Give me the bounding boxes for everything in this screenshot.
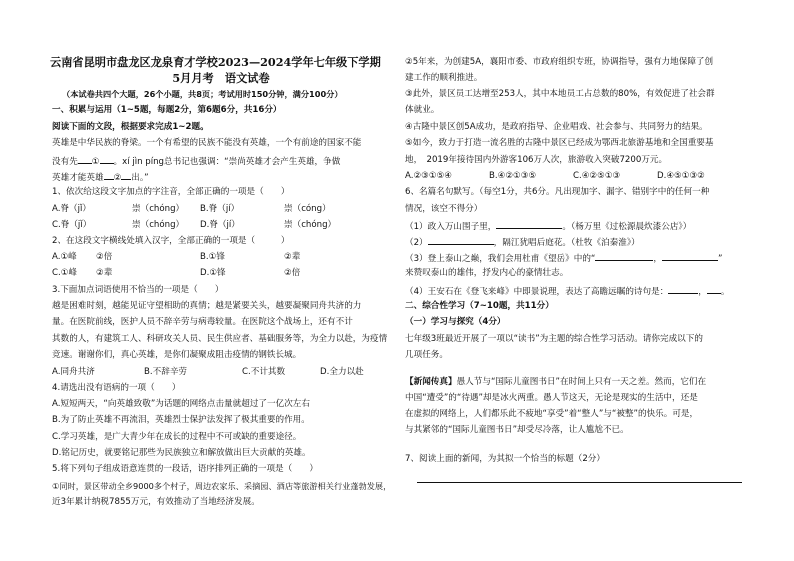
q6-1-blank[interactable] — [496, 219, 562, 229]
passage-line: ④古隆中景区创5A成功，是政府指导、企业唱戏、社会参与、共同努力的结果。 — [405, 122, 708, 132]
q4-option-b[interactable]: B.为了防止英雄不再流泪，英雄烈士保护法发挥了极其重要的作用。 — [52, 415, 310, 425]
news-line: 在虚拟的网络上，人们都乐此不疲地“享受”着“整人”与“被整”的快乐。可是， — [405, 409, 699, 419]
task-intro: 几项任务。 — [405, 350, 448, 360]
passage-line: 竞速。谢谢你们，真心英雄，是你们凝聚成阻击疫情的钢铁长城。 — [52, 350, 302, 360]
q5-option-c[interactable]: C.④②⑤①③ — [573, 171, 621, 181]
subsection-1-heading: （一）学习与探究（4分） — [405, 317, 506, 327]
q3-option-a[interactable]: A.同舟共济 — [52, 367, 95, 377]
passage-line: 没有先 ① 。xí jìn píng总书记也强调：“崇尚英雄才会产生英雄，争做 — [52, 154, 340, 168]
q4-option-d[interactable]: D.铭记历史，就要铭记那些为民族独立和解放做出巨大贡献的英雄。 — [52, 448, 311, 458]
passage-line: ②5年来，为创建5A，襄阳市委、市政府组织专班，协调指导，强有力地保障了创 — [405, 57, 714, 67]
q6-2-blank[interactable] — [428, 235, 494, 245]
task-intro: 七年级3班最近开展了一项以“读书”为主题的综合性学习活动。请你完成以下的 — [405, 334, 703, 344]
q6-item-3: （3）登上泰山之巅，我们会用杜甫《望岳》中的“ ， ” — [405, 251, 722, 265]
question-6: 6、名篇名句默写。（每空1分，共6分。凡出现加字、漏字、错别字中的任何一种 — [405, 187, 710, 197]
q6-3-blank-1[interactable] — [595, 251, 653, 261]
q6-4-blank-1[interactable] — [668, 284, 698, 294]
q2-option-a[interactable]: A.①峰 — [52, 252, 77, 262]
q2-option-d[interactable]: D.①锋 — [200, 268, 226, 278]
q6-item-2: （2） ，隔江犹唱后庭花。（杜牧《泊秦淮》） — [405, 235, 640, 249]
question-1: 1、依次给这段文字加点的字注音，全部正确的一项是（ ） — [52, 187, 290, 197]
question-7: 7、阅读上面的新闻，为其拟一个恰当的标题（2分） — [405, 454, 605, 464]
q5-option-b[interactable]: B.④②①③⑤ — [489, 171, 537, 181]
news-line: 【新闻传真】愚人节与“国际儿童图书日”在时间上只有一天之差。然而，它们在 — [405, 377, 707, 387]
q5-option-a[interactable]: A.②③①⑤④ — [405, 171, 452, 181]
q1-option-a-2: 崇（chóng） — [132, 204, 185, 214]
q3-option-d[interactable]: D.全力以赴 — [320, 367, 364, 377]
exam-title-line2: 5月月考 语文试卷 — [172, 71, 270, 85]
passage-line: 量。在医院前线，医护人员不辞辛劳与病毒较量。在医院这个战场上，还有不计 — [52, 317, 353, 327]
passage-line: ③此外，景区员工达增至253人，其中本地员工占总数的80%，有效促进了社会群 — [405, 89, 715, 99]
q6-3-blank-2[interactable] — [662, 251, 718, 261]
question-2: 2、在这段文字横线处填入汉字，全部正确的一项是（ ） — [52, 236, 290, 246]
q1-option-c-2: 崇（chóng） — [132, 220, 185, 230]
q6-item-4: （4）王安石在《登飞来峰》中即景说理，表达了高瞻远瞩的诗句是： ， 。 — [405, 284, 730, 298]
q2-option-c-2: ②辈 — [96, 268, 113, 278]
passage-line: 地， 2019年接待国内外游客106万人次，旅游收入突破7200万元。 — [405, 155, 668, 165]
q4-option-c[interactable]: C.学习英雄，是广大青少年在成长的过程中不可或缺的重要途径。 — [52, 432, 302, 442]
q5-option-d[interactable]: D.④⑤①③② — [657, 171, 705, 181]
news-line: 与其紧邻的“国际儿童图书日”却受尽冷落，让人尴尬不已。 — [405, 425, 629, 435]
passage-line: 英雄是中华民族的脊梁。一个有希望的民族不能没有英雄，一个有前途的国家不能 — [52, 138, 362, 148]
section-1-heading: 一、积累与运用（1~5题，每题2分，第6题6分，共16分） — [52, 105, 282, 115]
passage-line: 越是困难时刻，越能见证守望相助的真情；越是紧要关头，越要凝聚同舟共济的力 — [52, 301, 362, 311]
q2-option-d-2: ②倍 — [284, 268, 301, 278]
section-2-heading: 二、综合性学习（7~10题，共11分） — [405, 301, 554, 311]
passage-line: ⑤如今，致力于打造一流名胜的古隆中景区已经成为鄂西北旅游基地和全国重要基 — [405, 138, 714, 148]
q1-option-d-2: 崇（chóng） — [284, 220, 337, 230]
passage-line: 近3年累计纳税7855万元，有效推动了当地经济发展。 — [52, 497, 260, 507]
q6-item-1: （1）政入万山围子里， 。（杨万里《过松源晨炊漆公店》） — [405, 219, 691, 233]
q1-option-b-2: 崇（cóng） — [284, 204, 331, 214]
question-6-note: 情况，该空不得分） — [405, 204, 483, 214]
passage-line: ①同时，景区带动全乡9000多个村子，周边农家乐、采摘园、酒店等旅游相关行业蓬勃发展， — [52, 481, 392, 491]
reading-instruction: 阅读下面的文段，根据要求完成1~2题。 — [52, 122, 209, 132]
question-5: 5.将下列句子组成语意连贯的一段话，语序排列正确的一项是（ ） — [52, 464, 319, 474]
exam-title-line1: 云南省昆明市盘龙区龙泉育才学校2023—2024学年七年级下学期 — [50, 55, 381, 69]
q6-4-blank-2[interactable] — [707, 284, 721, 294]
answer-line[interactable] — [417, 482, 742, 483]
q1-option-b[interactable]: B.脊（jí） — [200, 204, 240, 214]
q3-option-c[interactable]: C.不计其数 — [242, 367, 286, 377]
q2-option-b[interactable]: B.①锋 — [200, 252, 225, 262]
passage-line: 英雄才能英雄 ② 出。” — [52, 170, 149, 184]
news-line: 中国“遭受”的“待遇”却是冰火两重。愚人节这天，无论是现实的生活中，还是 — [405, 393, 698, 403]
q4-option-a[interactable]: A.短短两天，“向英雄致敬”为话题的网络点击量就超过了一亿次左右 — [52, 399, 310, 409]
q1-option-c[interactable]: C.脊（jǐ） — [52, 220, 92, 230]
q2-option-c[interactable]: C.①峰 — [52, 268, 78, 278]
q6-item-3-cont: 来赞叹泰山的雄伟，抒发内心的豪情壮志。 — [405, 268, 569, 278]
question-3: 3.下面加点词语使用不恰当的一项是（ ） — [52, 285, 224, 295]
passage-line: 体就业。 — [405, 105, 440, 115]
exam-note: （本试卷共四个大题，26个小题，共8页；考试用时150分钟，满分100分） — [62, 89, 343, 99]
q2-option-b-2: ②辈 — [284, 252, 301, 262]
q1-option-a[interactable]: A.脊（jǐ） — [52, 204, 92, 214]
passage-line: 建工作的顺利推进。 — [405, 73, 483, 83]
question-4: 4.请选出没有语病的一项（ ） — [52, 383, 181, 393]
passage-line: 其数的人，有建筑工人、科研攻关人员、民生供应者、基础服务等，为全力以赴，为疫情 — [52, 334, 388, 344]
q1-option-d[interactable]: D.脊（jí） — [200, 220, 240, 230]
q2-option-a-2: ②倍 — [96, 252, 113, 262]
q3-option-b[interactable]: B.不辞辛劳 — [144, 367, 188, 377]
